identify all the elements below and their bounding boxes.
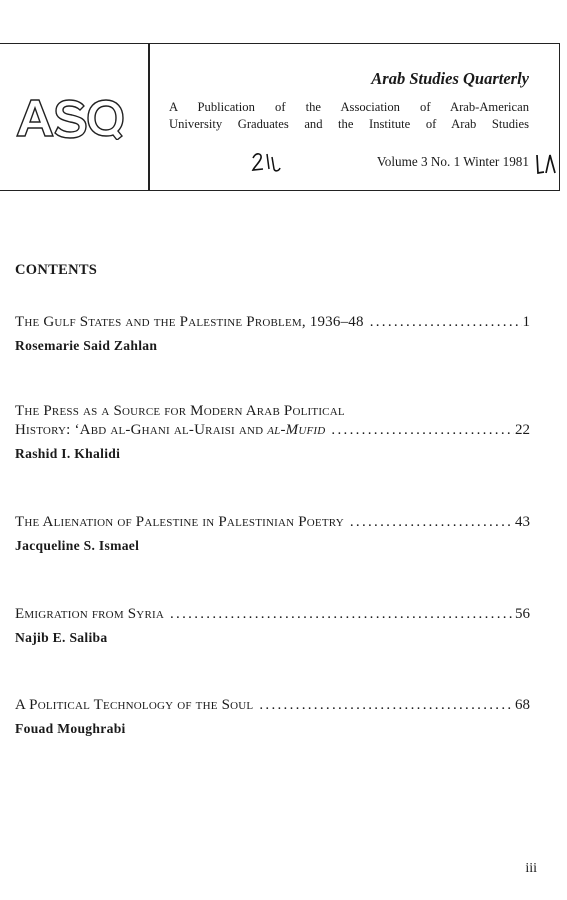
toc-entry [15,313,530,354]
page-number: iii [525,861,537,876]
toc-entry [15,513,530,554]
handwritten-mark [250,149,282,177]
article-author: Fouad Moughrabi [15,721,126,736]
article-author: Najib E. Saliba [15,630,108,645]
article-title-italic-part: al-Mufid [267,422,326,438]
toc-entry-title-line [15,421,530,440]
publisher-line: A Publication of the Association of Arab-American [169,100,529,114]
handwritten-mark [533,149,557,177]
article-title: The Gulf States and the Palestine Problem, 1936–48 [15,314,364,330]
toc-entry-title-line [15,513,530,532]
contents-heading: CONTENTS [15,262,98,278]
volume-info: Volume 3 No. 1 Winter 1981 [376,154,529,169]
toc-entry [15,605,530,646]
asq-logo [14,96,124,140]
article-author: Jacqueline S. Ismael [15,538,140,553]
article-title: The Press as a Source for Modern Arab Political [15,403,345,419]
page-reference: 56 [515,606,530,622]
page-reference: 68 [515,697,530,713]
dot-leader [370,313,522,332]
toc-entry [15,696,530,737]
page-reference: 43 [515,514,530,530]
masthead [0,43,560,191]
page-reference: 22 [515,422,530,438]
publisher-line: University Graduates and the Institute of Arab Studies [169,117,529,131]
page-reference: 1 [522,314,530,330]
toc-entry-title-line [15,402,530,421]
dot-leader [259,696,514,715]
masthead-text [150,44,558,190]
dot-leader [170,605,514,624]
article-title: Emigration from Syria [15,606,164,622]
journal-title: Arab Studies Quarterly [371,69,529,88]
dot-leader [350,513,514,532]
toc-entry-title-line [15,696,530,715]
dot-leader [331,421,514,440]
article-title: A Political Technology of the Soul [15,697,254,713]
article-author: Rashid I. Khalidi [15,446,121,461]
publisher-statement [169,99,529,133]
article-author: Rosemarie Said Zahlan [15,338,158,353]
toc-entry-title-line [15,313,530,332]
article-title: The Alienation of Palestine in Palestinian Poetry [15,514,344,530]
article-title-part: History: ‘Abd al-Ghani al-Uraisi and [15,422,268,438]
toc-entry-title-line [15,605,530,624]
article-title-continued [15,421,325,440]
toc-entry [15,402,530,462]
